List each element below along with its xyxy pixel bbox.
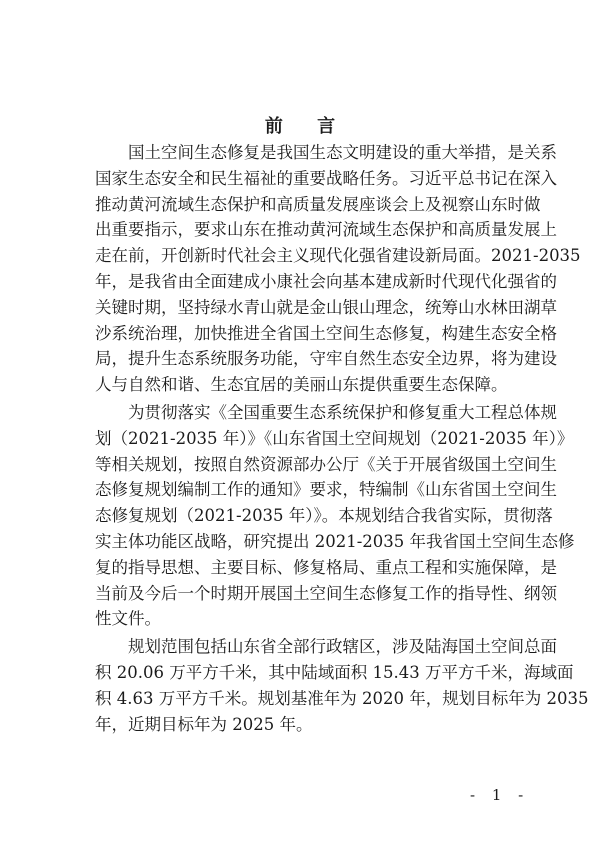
paragraph <box>95 140 581 398</box>
page-title: 前 言 <box>264 116 350 137</box>
text-line: 积 20.06 万平方千米，其中陆域面积 15.43 万平方千米，海域面 <box>95 662 574 682</box>
text-line: 出重要指示，要求山东在推动黄河流域生态保护和高质量发展上 <box>95 220 557 240</box>
text-line: 推动黄河流域生态保护和高质量发展座谈会上及视察山东时做 <box>95 194 541 214</box>
text-line: 规划范围包括山东省全部行政辖区，涉及陆海国土空间总面 <box>128 637 557 657</box>
text-line: 实主体功能区战略，研究提出 2021-2035 年我省国土空间生态修 <box>95 531 575 551</box>
page-number: - 1 - <box>470 786 530 804</box>
text-line: 年，近期目标年为 2025 年。 <box>95 714 313 734</box>
text-line: 态修复规划编制工作的通知》要求，特编制《山东省国土空间生 <box>95 480 557 500</box>
text-line: 当前及今后一个时期开展国土空间生态修复工作的指导性、纲领 <box>95 583 557 603</box>
text-line: 等相关规划，按照自然资源部办公厅《关于开展省级国土空间生 <box>95 454 557 474</box>
paragraph <box>95 400 575 632</box>
text-line: 划（2021-2035 年）》《山东省国土空间规划（2021-2035 年）》 <box>95 428 574 448</box>
text-line: 性文件。 <box>95 609 161 629</box>
text-line: 关键时期，坚持绿水青山就是金山银山理念，统筹山水林田湖草 <box>95 297 557 317</box>
text-line: 人与自然和谐、生态宜居的美丽山东提供重要生态保障。 <box>95 375 508 395</box>
text-line: 积 4.63 万平方千米。规划基准年为 2020 年，规划目标年为 2035 <box>95 688 589 708</box>
paragraph <box>95 634 589 737</box>
text-line: 复的指导思想、主要目标、修复格局、重点工程和实施保障，是 <box>95 557 557 577</box>
text-line: 国家生态安全和民生福祉的重要战略任务。习近平总书记在深入 <box>95 168 557 188</box>
document-body <box>95 140 589 739</box>
text-line: 走在前，开创新时代社会主义现代化强省建设新局面。2021-2035 <box>95 246 581 266</box>
text-line: 局，提升生态系统服务功能，守牢自然生态安全边界，将为建设 <box>95 349 557 369</box>
text-line: 沙系统治理，加快推进全省国土空间生态修复，构建生态安全格 <box>95 323 557 343</box>
text-line: 为贯彻落实《全国重要生态系统保护和修复重大工程总体规 <box>128 402 557 422</box>
text-line: 年，是我省由全面建成小康社会向基本建成新时代现代化强省的 <box>95 271 557 291</box>
text-line: 国土空间生态修复是我国生态文明建设的重大举措，是关系 <box>128 143 557 162</box>
text-line: 态修复规划（2021-2035 年）》。本规划结合我省实际，贯彻落 <box>95 506 553 526</box>
